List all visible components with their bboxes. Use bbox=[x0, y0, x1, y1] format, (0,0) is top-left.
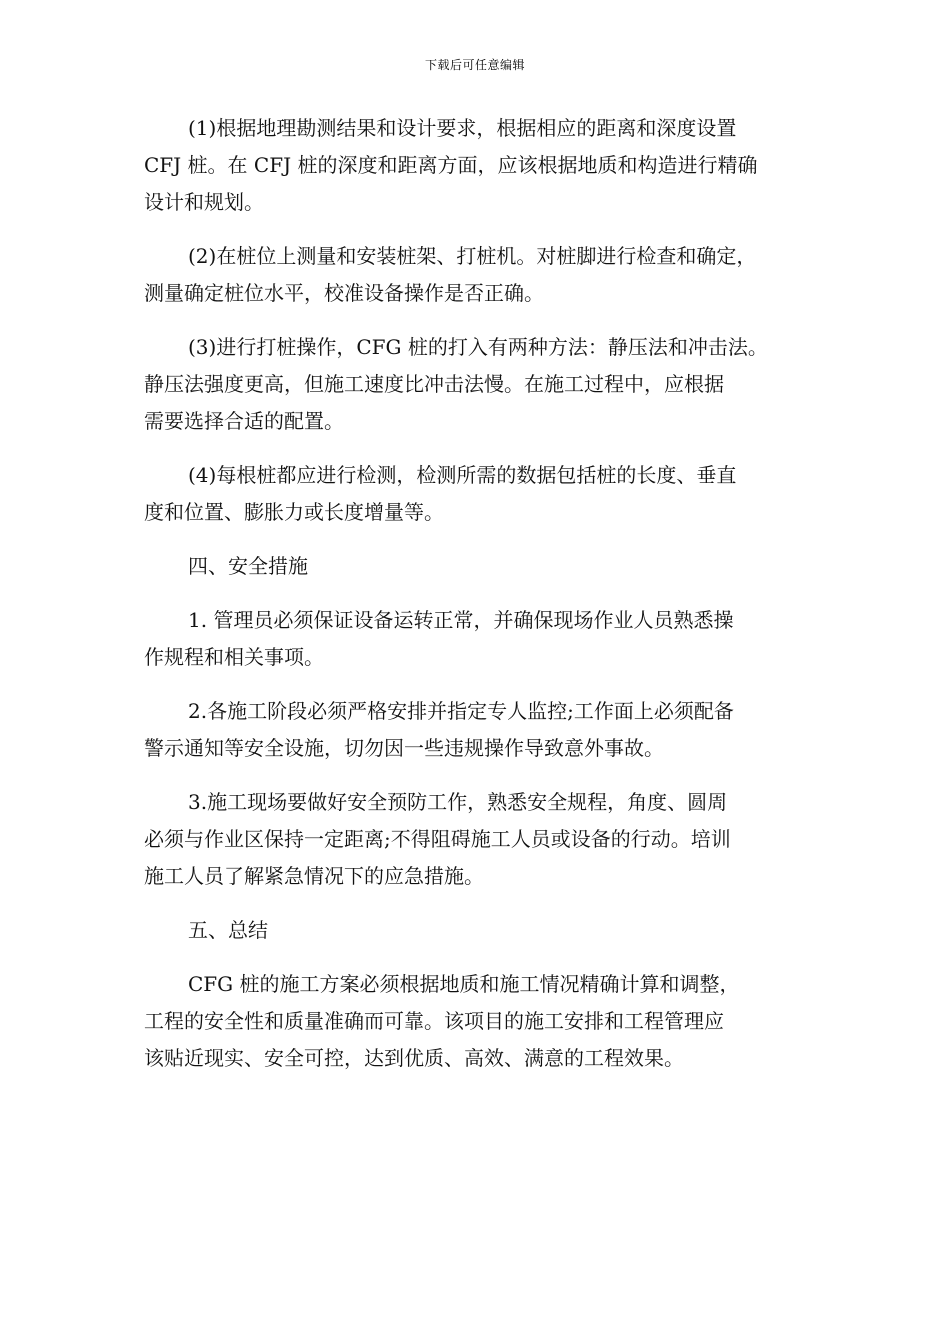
paragraph-safety-2 bbox=[144, 693, 814, 767]
text-line: 工程的安全性和质量准确而可靠。该项目的施工安排和工程管理应 bbox=[144, 1009, 724, 1033]
page-header: 下载后可任意编辑 bbox=[424, 58, 525, 72]
text-line: 静压法强度更高，但施工速度比冲击法慢。在施工过程中，应根据 bbox=[144, 372, 724, 396]
text-line: 设计和规划。 bbox=[144, 190, 264, 214]
paragraph-safety-3 bbox=[144, 784, 814, 895]
text-line: 必须与作业区保持一定距离;不得阻碍施工人员或设备的行动。培训 bbox=[144, 827, 731, 851]
text-line: 需要选择合适的配置。 bbox=[144, 409, 344, 433]
paragraph-summary bbox=[144, 966, 814, 1077]
text-line: CFG 桩的施工方案必须根据地质和施工情况精确计算和调整， bbox=[188, 972, 740, 996]
section-heading: 四、安全措施 bbox=[188, 554, 308, 578]
paragraph-step-2 bbox=[144, 238, 814, 312]
text-line: 测量确定桩位水平，校准设备操作是否正确。 bbox=[144, 281, 544, 305]
text-line: (3)进行打桩操作，CFG 桩的打入有两种方法：静压法和冲击法。 bbox=[188, 335, 768, 359]
text-line: 警示通知等安全设施，切勿因一些违规操作导致意外事故。 bbox=[144, 736, 664, 760]
section-heading: 五、总结 bbox=[188, 918, 268, 942]
paragraph-step-1 bbox=[144, 110, 814, 221]
text-line: CFJ 桩。在 CFJ 桩的深度和距离方面，应该根据地质和构造进行精确 bbox=[144, 153, 758, 177]
text-line: 施工人员了解紧急情况下的应急措施。 bbox=[144, 864, 484, 888]
text-line: 2.各施工阶段必须严格安排并指定专人监控;工作面上必须配备 bbox=[188, 699, 734, 723]
text-line: 作规程和相关事项。 bbox=[144, 645, 324, 669]
text-line: (1)根据地理勘测结果和设计要求，根据相应的距离和深度设置 bbox=[188, 116, 737, 140]
paragraph-step-4 bbox=[144, 457, 814, 531]
text-line: 3.施工现场要做好安全预防工作，熟悉安全规程，角度、圆周 bbox=[188, 790, 728, 814]
section-heading-safety bbox=[144, 548, 814, 585]
text-line: (4)每根桩都应进行检测，检测所需的数据包括桩的长度、垂直 bbox=[188, 463, 737, 487]
text-line: 该贴近现实、安全可控，达到优质、高效、满意的工程效果。 bbox=[144, 1046, 684, 1070]
paragraph-safety-1 bbox=[144, 602, 814, 676]
section-heading-summary bbox=[144, 912, 814, 949]
text-line: (2)在桩位上测量和安装桩架、打桩机。对桩脚进行检查和确定， bbox=[188, 244, 757, 268]
text-line: 1. 管理员必须保证设备运转正常，并确保现场作业人员熟悉操 bbox=[188, 608, 734, 632]
paragraph-step-3 bbox=[144, 329, 814, 440]
document-body bbox=[144, 110, 814, 1094]
text-line: 度和位置、膨胀力或长度增量等。 bbox=[144, 500, 444, 524]
